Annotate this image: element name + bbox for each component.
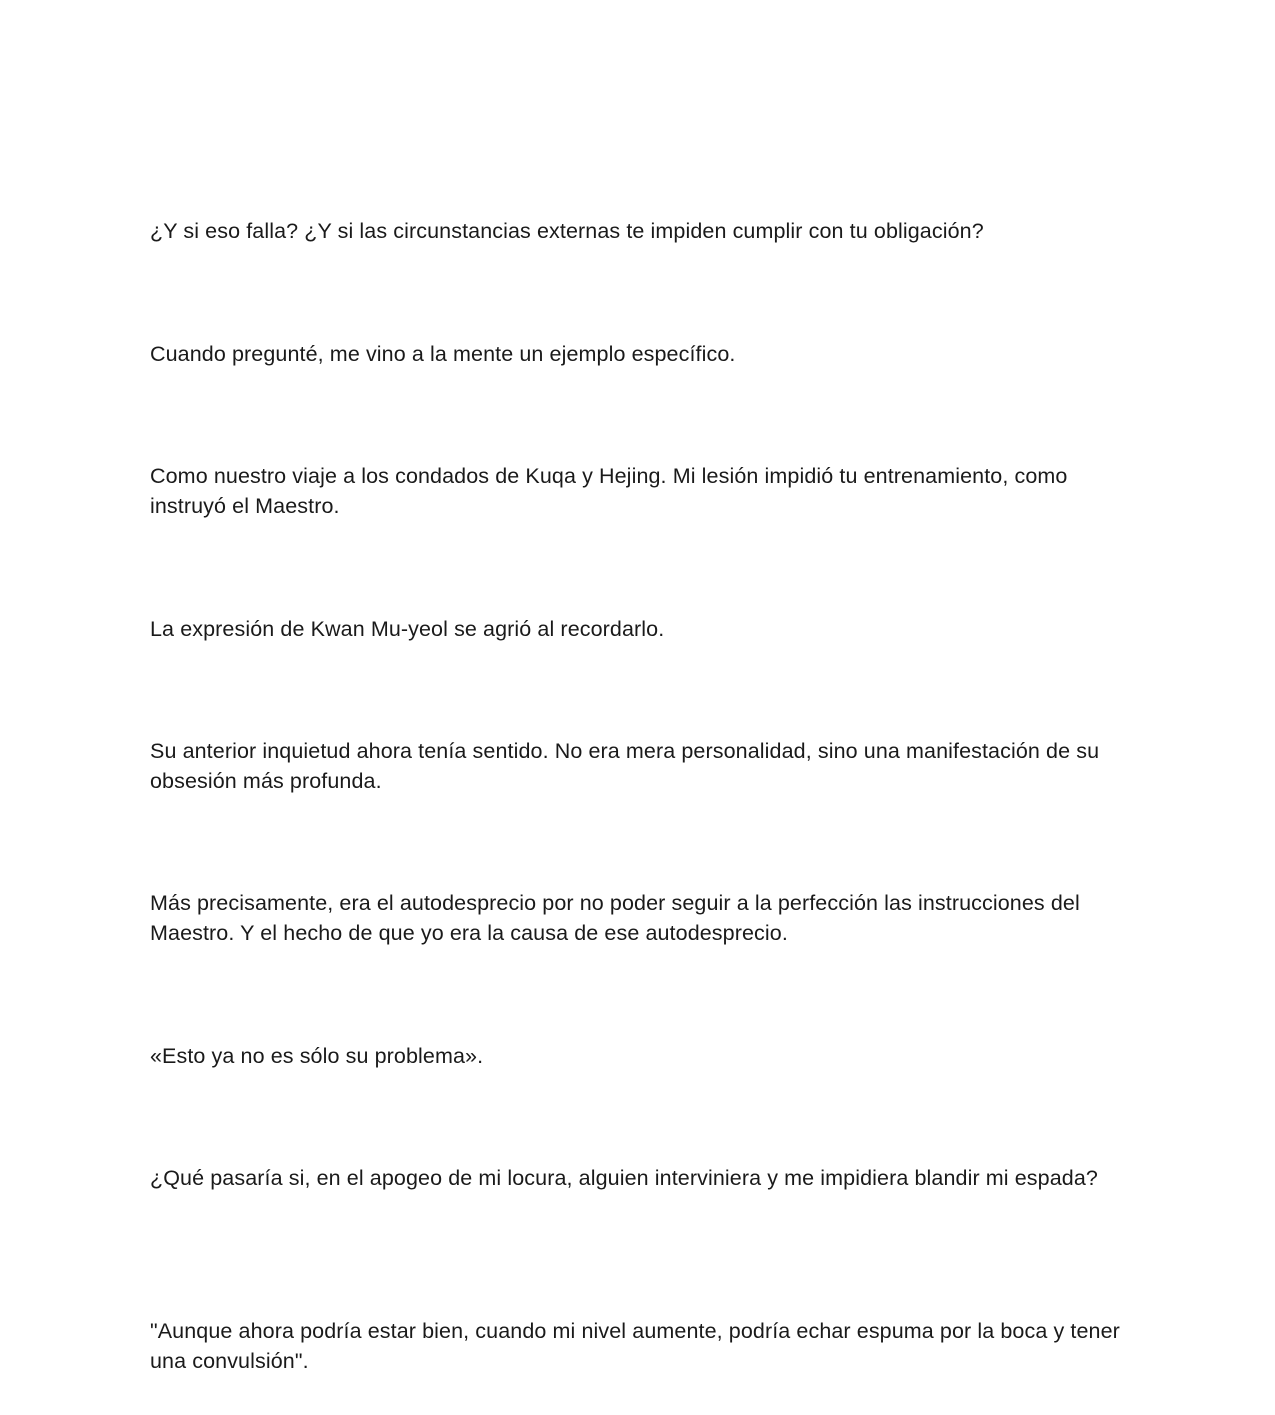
paragraph-3: Como nuestro viaje a los condados de Kuqa y Hejing. Mi lesión impidió tu entrenamiento, como instruyó el Maestro. xyxy=(150,464,1068,518)
paragraph-5: Su anterior inquietud ahora tenía sentido. No era mera personalidad, sino una manifestación de su obsesión más profunda. xyxy=(150,739,1100,793)
paragraph-6: Más precisamente, era el autodesprecio por no poder seguir a la perfección las instrucciones del Maestro. Y el hecho de que yo era la causa de ese autodesprecio. xyxy=(150,891,1080,945)
paragraph-2: Cuando pregunté, me vino a la mente un ejemplo específico. xyxy=(150,342,736,366)
paragraph-7: «Esto ya no es sólo su problema». xyxy=(150,1044,484,1068)
paragraph-4: La expresión de Kwan Mu-yeol se agrió al recordarlo. xyxy=(150,617,665,641)
paragraph-8: ¿Qué pasaría si, en el apogeo de mi locura, alguien interviniera y me impidiera blandir mi espada? xyxy=(150,1166,1098,1190)
paragraph-9: "Aunque ahora podría estar bien, cuando mi nivel aumente, podría echar espuma por la boca y tener una convulsión". xyxy=(150,1319,1120,1373)
paragraph-1: ¿Y si eso falla? ¿Y si las circunstancias externas te impiden cumplir con tu obligación? xyxy=(150,219,984,243)
